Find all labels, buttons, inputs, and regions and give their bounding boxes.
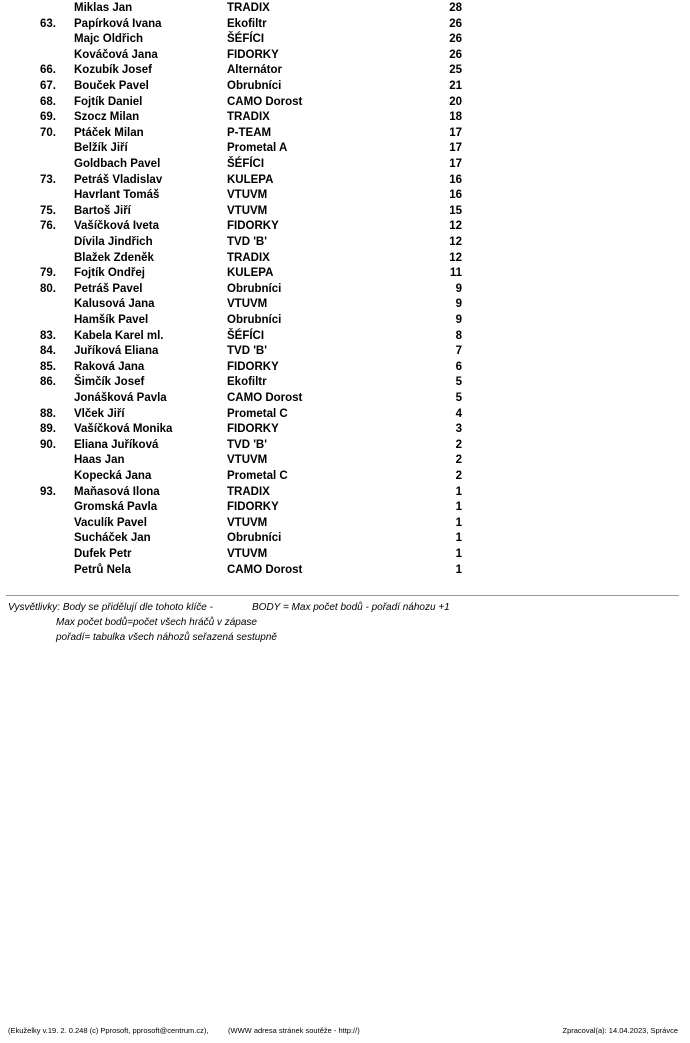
player-name-cell: Kováčová Jana [74, 48, 158, 61]
team-cell: VTUVM [227, 204, 268, 217]
points-cell: 21 [449, 80, 462, 92]
team-cell: FIDORKY [227, 220, 279, 233]
points-cell: 16 [449, 173, 462, 186]
player-name-cell: Fojtík Ondřej [74, 267, 145, 280]
table-row [0, 469, 690, 485]
team-cell: CAMO Dorost [227, 95, 303, 108]
player-name-cell: Blažek Zdeněk [74, 251, 154, 264]
player-name-cell: Dufek Petr [74, 548, 132, 560]
points-cell: 26 [449, 48, 462, 61]
footer-processed-by: Zpracoval(a): 14.04.2023, Správce [562, 1026, 678, 1035]
rank-cell: 93. [40, 485, 56, 498]
points-cell: 3 [455, 423, 462, 436]
points-cell: 2 [455, 454, 462, 467]
team-cell: CAMO Dorost [227, 563, 303, 576]
rank-cell: 76. [40, 220, 56, 233]
player-name-cell: Fojtík Daniel [74, 95, 143, 108]
team-cell: VTUVM [227, 454, 268, 467]
team-cell: TRADIX [227, 251, 270, 264]
table-row [0, 375, 690, 391]
player-name-cell: Hamšík Pavel [74, 314, 149, 326]
team-cell: VTUVM [227, 298, 268, 311]
table-row [0, 1, 690, 17]
rank-cell: 69. [40, 111, 56, 124]
player-name-cell: Kabela Karel ml. [74, 329, 164, 342]
team-cell: FIDORKY [227, 423, 279, 436]
points-cell: 4 [455, 407, 462, 420]
player-name-cell: Petráš Pavel [74, 282, 143, 295]
team-cell: Obrubníci [227, 80, 282, 92]
points-cell: 7 [455, 345, 462, 358]
player-name-cell: Šimčík Josef [74, 376, 145, 389]
player-name-cell: Sucháček Jan [74, 532, 151, 545]
points-cell: 6 [455, 360, 462, 373]
rank-cell: 68. [40, 95, 56, 108]
points-cell: 20 [449, 95, 462, 108]
points-cell: 17 [449, 158, 462, 170]
rank-cell: 86. [40, 376, 56, 389]
team-cell: TVD 'B' [227, 345, 267, 358]
player-name-cell: Szocz Milan [74, 111, 140, 124]
player-name-cell: Belžík Jiří [74, 142, 128, 155]
points-cell: 28 [449, 2, 462, 14]
team-cell: TVD 'B' [227, 236, 267, 248]
player-name-cell: Havrlant Tomáš [74, 189, 160, 202]
footer-web-address: (WWW adresa stránek soutěže - http://) [228, 1026, 360, 1035]
team-cell: TRADIX [227, 485, 270, 498]
player-name-cell: Kozubík Josef [74, 64, 152, 77]
table-row [0, 282, 690, 298]
team-cell: FIDORKY [227, 360, 279, 373]
points-cell: 16 [449, 189, 462, 202]
table-row [0, 516, 690, 532]
points-cell: 26 [449, 33, 462, 46]
points-cell: 2 [455, 438, 462, 451]
team-cell: KULEPA [227, 267, 274, 280]
player-name-cell: Bouček Pavel [74, 80, 149, 92]
rank-cell: 75. [40, 204, 56, 217]
rank-cell: 79. [40, 267, 56, 280]
player-name-cell: Petráš Vladislav [74, 173, 163, 186]
player-name-cell: Jonášková Pavla [74, 392, 167, 404]
points-cell: 12 [449, 220, 462, 233]
team-cell: ŠÉFÍCI [227, 158, 265, 170]
team-cell: TVD 'B' [227, 438, 267, 451]
team-cell: Obrubníci [227, 532, 282, 545]
player-name-cell: Haas Jan [74, 454, 125, 467]
points-cell: 5 [455, 392, 462, 404]
points-cell: 11 [449, 267, 462, 280]
table-row [0, 438, 690, 454]
table-row [0, 344, 690, 360]
points-cell: 26 [449, 17, 462, 30]
team-cell: FIDORKY [227, 48, 279, 61]
team-cell: Obrubníci [227, 314, 282, 326]
rank-cell: 73. [40, 173, 56, 186]
team-cell: VTUVM [227, 189, 268, 202]
points-cell: 1 [455, 532, 462, 545]
table-row [0, 266, 690, 282]
legend-formula: BODY = Max počet bodů - pořadí náhozu +1 [252, 602, 450, 613]
rank-cell: 70. [40, 126, 56, 139]
points-cell: 9 [455, 314, 462, 326]
player-name-cell: Kopecká Jana [74, 470, 152, 482]
player-name-cell: Miklas Jan [74, 2, 133, 14]
table-row [0, 453, 690, 469]
rank-cell: 88. [40, 407, 56, 420]
player-name-cell: Juříková Eliana [74, 345, 159, 358]
table-row [0, 79, 690, 95]
table-row [0, 17, 690, 33]
points-cell: 1 [455, 485, 462, 498]
points-cell: 12 [449, 251, 462, 264]
table-row [0, 204, 690, 220]
points-cell: 1 [455, 516, 462, 529]
rank-cell: 63. [40, 17, 56, 30]
table-row [0, 126, 690, 142]
table-row [0, 95, 690, 111]
table-row [0, 563, 690, 579]
team-cell: Prometal C [227, 470, 288, 482]
table-row [0, 110, 690, 126]
player-name-cell: Petrů Nela [74, 563, 131, 576]
rank-cell: 84. [40, 345, 56, 358]
team-cell: VTUVM [227, 516, 268, 529]
points-cell: 1 [455, 548, 462, 560]
points-cell: 18 [449, 111, 462, 124]
team-cell: Prometal C [227, 407, 288, 420]
player-name-cell: Bartoš Jiří [74, 204, 131, 217]
table-row [0, 235, 690, 251]
footer-software-credit: (Ekuželky v.19. 2. 0.248 (c) Pprosoft, pprosoft@centrum.cz), [8, 1026, 209, 1035]
rank-cell: 66. [40, 64, 56, 77]
player-name-cell: Dívila Jindřich [74, 236, 153, 248]
rank-cell: 83. [40, 329, 56, 342]
team-cell: ŠÉFÍCI [227, 33, 265, 46]
team-cell: KULEPA [227, 173, 274, 186]
points-cell: 15 [449, 204, 462, 217]
team-cell: Ekofiltr [227, 376, 267, 389]
table-row [0, 547, 690, 563]
table-row [0, 141, 690, 157]
points-cell: 5 [455, 376, 462, 389]
table-row [0, 63, 690, 79]
table-row [0, 531, 690, 547]
player-name-cell: Vaculík Pavel [74, 516, 147, 529]
table-row [0, 219, 690, 235]
points-cell: 12 [449, 236, 462, 248]
table-row [0, 313, 690, 329]
table-row [0, 485, 690, 501]
points-cell: 8 [455, 329, 462, 342]
legend-order: pořadí= tabulka všech náhozů seřazená sestupně [56, 632, 277, 643]
table-row [0, 48, 690, 64]
points-cell: 1 [455, 563, 462, 576]
player-name-cell: Gromská Pavla [74, 501, 158, 514]
player-name-cell: Raková Jana [74, 360, 145, 373]
legend-max-points: Max počet bodů=počet všech hráčů v zápase [56, 617, 257, 628]
rank-cell: 80. [40, 282, 56, 295]
table-row [0, 500, 690, 516]
table-row [0, 422, 690, 438]
table-row [0, 157, 690, 173]
points-cell: 2 [455, 470, 462, 482]
points-cell: 1 [455, 501, 462, 514]
team-cell: TRADIX [227, 111, 270, 124]
player-name-cell: Vlček Jiří [74, 407, 125, 420]
points-cell: 17 [449, 142, 462, 155]
team-cell: TRADIX [227, 2, 270, 14]
team-cell: P-TEAM [227, 126, 272, 139]
player-name-cell: Maňasová Ilona [74, 485, 160, 498]
points-cell: 17 [449, 126, 462, 139]
rank-cell: 85. [40, 360, 56, 373]
player-name-cell: Goldbach Pavel [74, 158, 161, 170]
legend-title: Vysvětlivky: Body se přidělují dle tohoto klíče - [8, 602, 213, 613]
table-row [0, 360, 690, 376]
team-cell: Alternátor [227, 64, 282, 77]
player-name-cell: Ptáček Milan [74, 126, 144, 139]
team-cell: FIDORKY [227, 501, 279, 514]
table-row [0, 188, 690, 204]
player-name-cell: Vašíčková Monika [74, 423, 173, 436]
team-cell: ŠÉFÍCI [227, 329, 265, 342]
team-cell: Prometal A [227, 142, 288, 155]
player-name-cell: Majc Oldřich [74, 33, 144, 46]
team-cell: Obrubníci [227, 282, 282, 295]
table-row [0, 407, 690, 423]
table-row [0, 173, 690, 189]
player-name-cell: Eliana Juříková [74, 438, 159, 451]
table-row [0, 391, 690, 407]
player-name-cell: Kalusová Jana [74, 298, 155, 311]
table-row [0, 32, 690, 48]
legend-divider [6, 595, 679, 596]
player-name-cell: Vašíčková Iveta [74, 220, 160, 233]
table-row [0, 251, 690, 267]
table-row [0, 297, 690, 313]
team-cell: CAMO Dorost [227, 392, 303, 404]
team-cell: Ekofiltr [227, 17, 267, 30]
team-cell: VTUVM [227, 548, 268, 560]
points-cell: 9 [455, 298, 462, 311]
points-cell: 25 [449, 64, 462, 77]
player-name-cell: Papírková Ivana [74, 17, 162, 30]
points-cell: 9 [455, 282, 462, 295]
rank-cell: 67. [40, 80, 56, 92]
rank-cell: 89. [40, 423, 56, 436]
rank-cell: 90. [40, 438, 56, 451]
table-row [0, 329, 690, 345]
